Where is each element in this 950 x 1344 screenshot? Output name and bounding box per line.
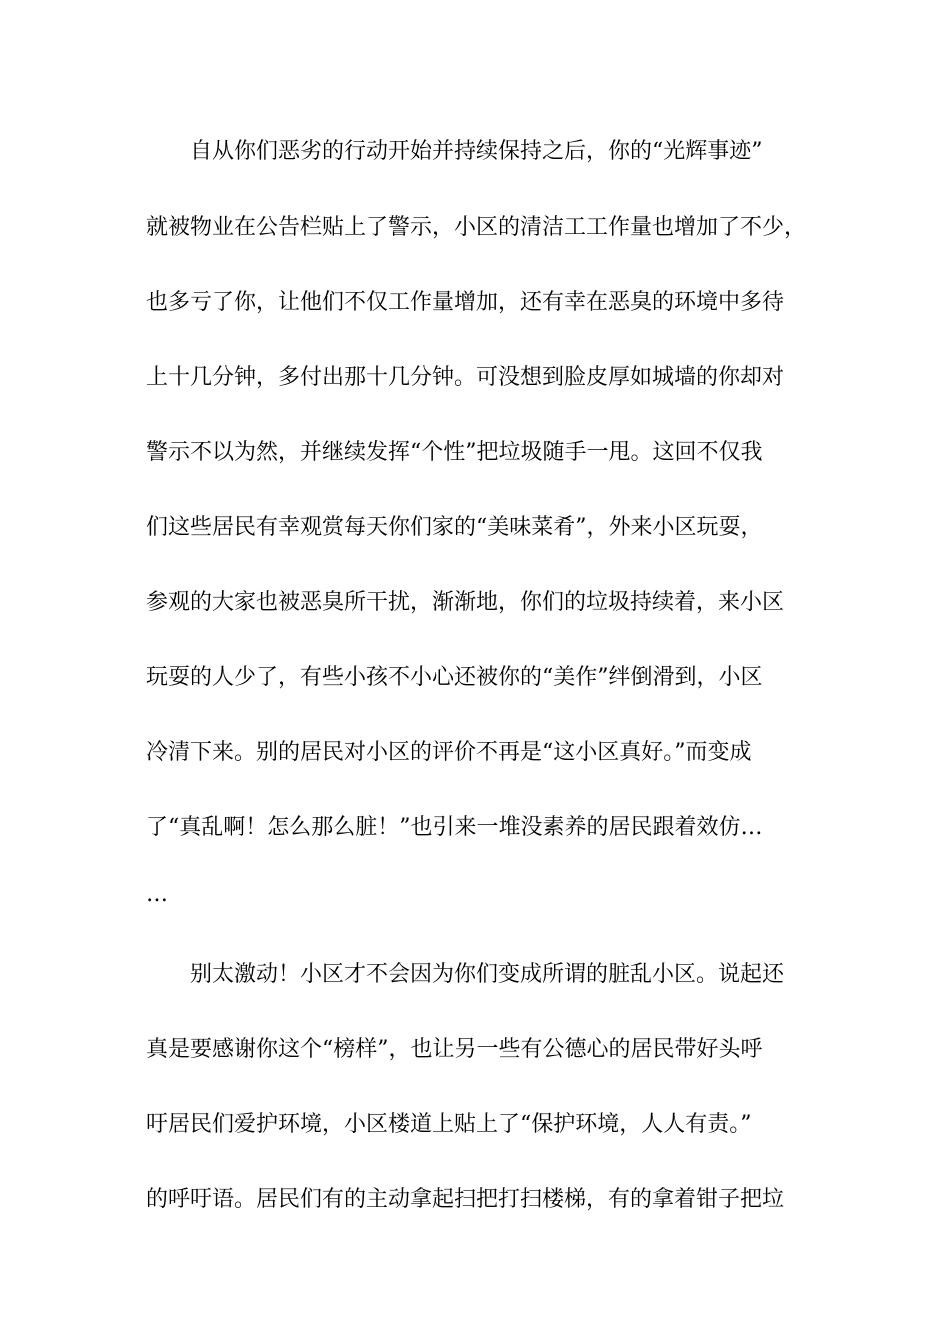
paragraph-1-line-9: 冷清下来。别的居民对小区的评价不再是“这小区真好。”而变成 xyxy=(146,740,752,765)
paragraph-1-line-2: 就被物业在公告栏贴上了警示，小区的清洁工工作量也增加了不少， xyxy=(146,215,807,240)
paragraph-1-line-8: 玩耍的人少了，有些小孩不小心还被你的“美作”绊倒滑到，小区 xyxy=(146,665,763,690)
paragraph-1-line-5: 警示不以为然，并继续发挥“个性”把垃圾随手一甩。这回不仅我 xyxy=(146,440,763,465)
paragraph-2-line-1: 别太激动！小区才不会因为你们变成所谓的脏乱小区。说起还 xyxy=(190,962,785,987)
paragraph-1-line-4: 上十几分钟，多付出那十几分钟。可没想到脸皮厚如城墙的你却对 xyxy=(146,365,785,390)
paragraph-1-line-10: 了“真乱啊！怎么那么脏！”也引来一堆没素养的居民跟着效仿… xyxy=(146,815,763,840)
paragraph-1-line-7: 参观的大家也被恶臭所干扰，渐渐地，你们的垃圾持续着，来小区 xyxy=(146,590,785,615)
paragraph-1-line-1: 自从你们恶劣的行动开始并持续保持之后，你的“光辉事迹” xyxy=(190,139,763,164)
paragraph-1-line-11: … xyxy=(146,882,168,907)
paragraph-2-line-3: 吁居民们爱护环境，小区楼道上贴上了“保护环境，人人有责。” xyxy=(146,1112,752,1137)
paragraph-1-line-6: 们这些居民有幸观赏每天你们家的“美味菜肴”，外来小区玩耍， xyxy=(146,515,763,540)
paragraph-2-line-4: 的呼吁语。居民们有的主动拿起扫把打扫楼梯，有的拿着钳子把垃 xyxy=(146,1187,785,1212)
paragraph-2-line-2: 真是要感谢你这个“榜样”，也让另一些有公德心的居民带好头呼 xyxy=(146,1037,763,1062)
paragraph-1-line-3: 也多亏了你，让他们不仅工作量增加，还有幸在恶臭的环境中多待 xyxy=(146,290,785,315)
